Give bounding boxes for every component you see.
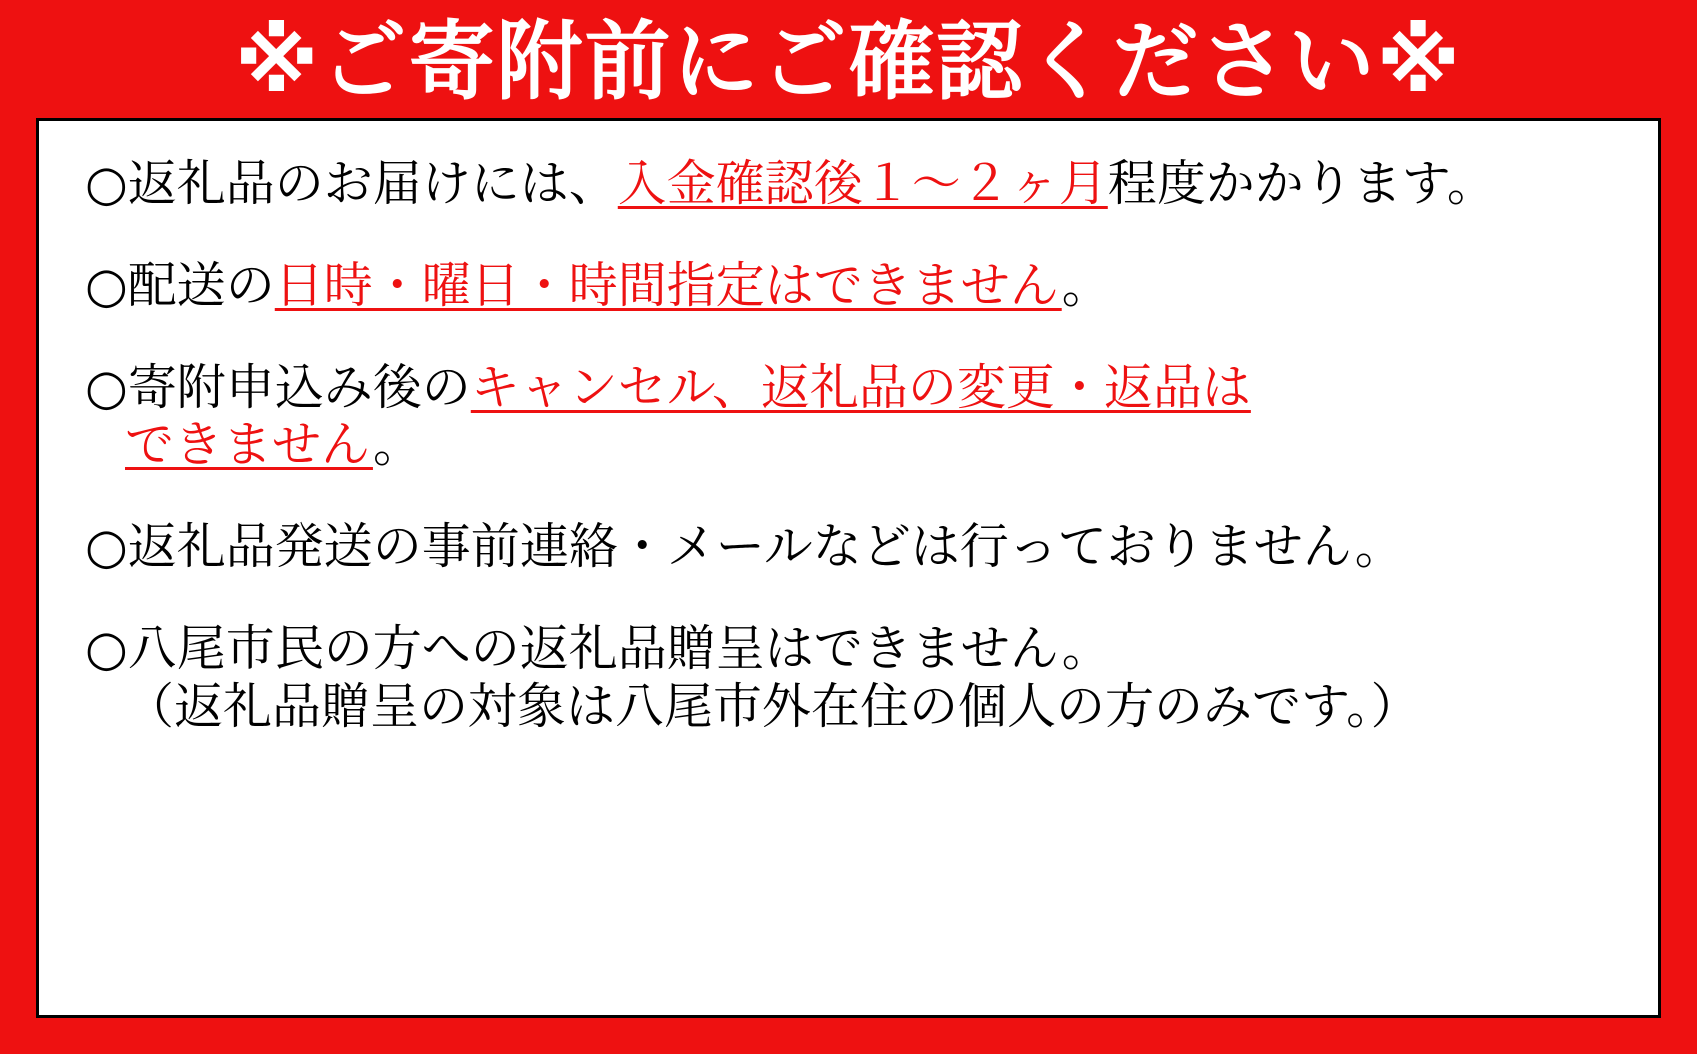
notice-text-highlight: 入金確認後１～２ヶ月 <box>617 155 1108 212</box>
notice-text-segment: ○寄附申込み後の <box>85 358 471 416</box>
notice-text-segment: （返礼品贈呈の対象は八尾市外在住の個人の方のみです。） <box>125 677 1420 735</box>
notice-item-no-date-specification <box>85 257 1628 315</box>
notice-text-segment: ○配送の <box>85 256 275 314</box>
notice-item-delivery-time <box>85 155 1628 213</box>
notice-item-no-advance-notice <box>85 518 1628 576</box>
notice-line-primary <box>85 359 1628 417</box>
banner-title: ※ご寄附前にご確認ください※ <box>234 12 1463 112</box>
notice-text-segment: ○八尾市民の方への返礼品贈呈はできません。 <box>85 620 1111 678</box>
notice-item-no-local-residents <box>85 620 1628 736</box>
notice-text-segment: ○返礼品のお届けには、 <box>85 155 618 212</box>
notice-text-highlight: できません <box>125 416 373 474</box>
notice-line-secondary <box>85 678 1628 736</box>
notice-text-highlight: キャンセル、返礼品の変更・返品は <box>470 358 1251 416</box>
notice-line-primary <box>85 620 1628 678</box>
notice-item-no-cancel <box>85 359 1628 475</box>
notice-list-panel <box>36 118 1661 1018</box>
notice-text-segment: 。 <box>1061 256 1111 314</box>
notice-text-segment: ○返礼品発送の事前連絡・メールなどは行っておりません。 <box>85 518 1404 576</box>
notice-line-secondary <box>85 416 1628 474</box>
notice-text-segment: 。 <box>372 416 422 474</box>
notice-text-segment: 程度かかります。 <box>1107 155 1496 212</box>
notice-text-highlight: 日時・曜日・時間指定はできません <box>274 256 1062 314</box>
